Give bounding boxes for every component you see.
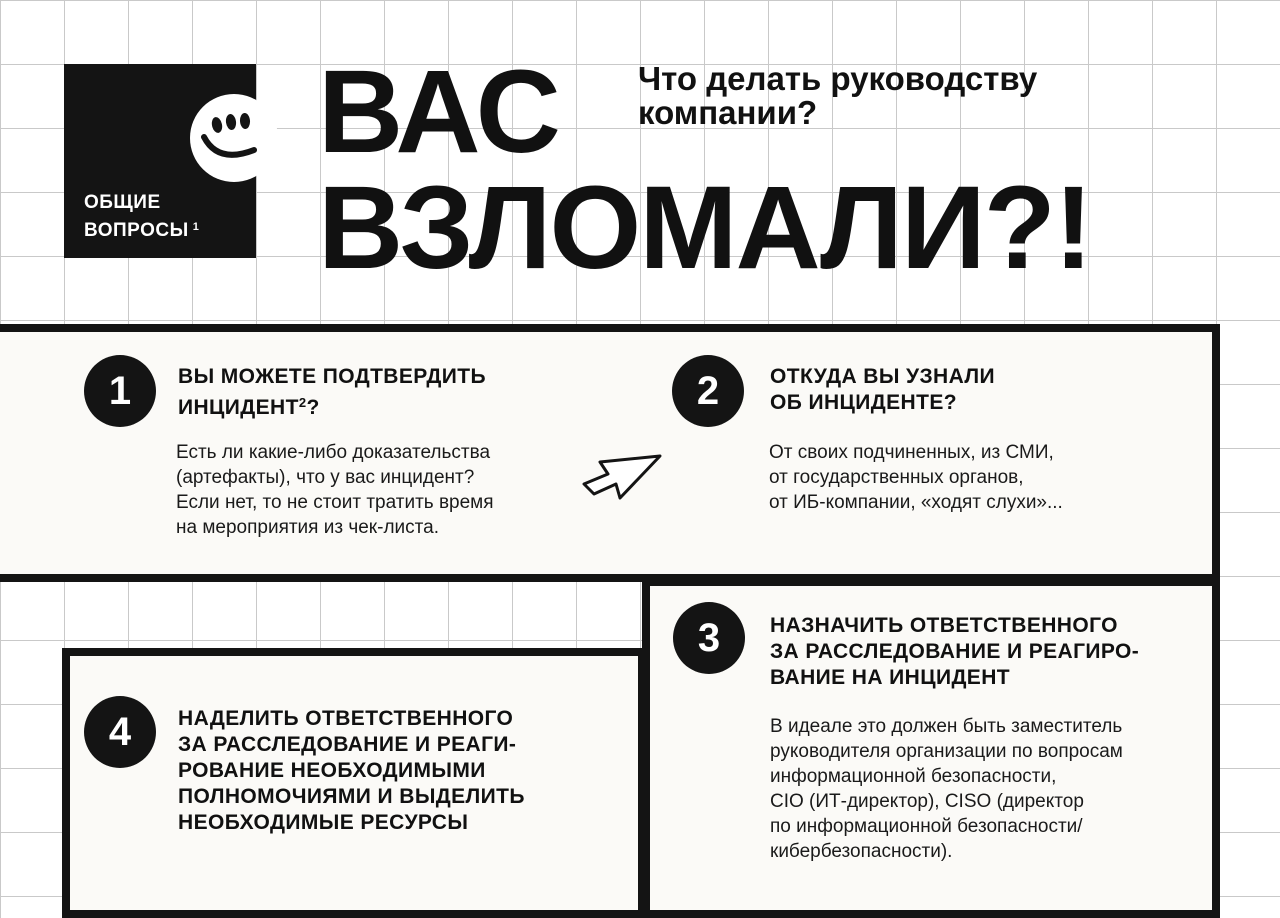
page-subtitle-line2: компании? bbox=[638, 94, 818, 131]
step-4-heading-line: НЕОБХОДИМЫЕ РЕСУРСЫ bbox=[178, 811, 469, 834]
step-3-body bbox=[770, 714, 1123, 864]
step-1-body-line: (артефакты), что у вас инцидент? bbox=[176, 467, 475, 488]
footnote-marker: 1 bbox=[192, 221, 200, 233]
section-label-line2: ВОПРОСЫ bbox=[84, 220, 189, 241]
page-title-line1: ВАС bbox=[318, 46, 559, 178]
step-number-1: 1 bbox=[84, 355, 156, 427]
step-2-body bbox=[769, 440, 1063, 515]
step-4-heading-line: ПОЛНОМОЧИЯМИ И ВЫДЕЛИТЬ bbox=[178, 785, 525, 808]
page-subtitle-line1: Что делать руководству bbox=[638, 60, 1038, 97]
step-1-heading-suffix: ? bbox=[306, 396, 320, 419]
step-2-heading bbox=[770, 364, 995, 416]
step-3-body-line: руководителя организации по вопросам bbox=[770, 741, 1123, 762]
step-1-body bbox=[176, 440, 494, 540]
step-3-heading-line: НАЗНАЧИТЬ ОТВЕТСТВЕННОГО bbox=[770, 614, 1118, 637]
step-2-heading-line: ОБ ИНЦИДЕНТЕ? bbox=[770, 391, 957, 414]
step-3-heading-line: ЗА РАССЛЕДОВАНИЕ И РЕАГИРО- bbox=[770, 640, 1140, 663]
step-3-body-line: информационной безопасности, bbox=[770, 766, 1057, 787]
step-2-heading-line: ОТКУДА ВЫ УЗНАЛИ bbox=[770, 365, 996, 388]
step-number-3: 3 bbox=[673, 602, 745, 674]
section-label bbox=[84, 190, 199, 243]
step-4-heading-line: НАДЕЛИТЬ ОТВЕТСТВЕННОГО bbox=[178, 707, 514, 730]
step-1-heading-line: ВЫ МОЖЕТЕ ПОДТВЕРДИТЬ bbox=[178, 365, 486, 388]
step-1-body-line: Есть ли какие-либо доказательства bbox=[176, 442, 491, 463]
step-4-heading bbox=[178, 706, 525, 836]
page-title-line2: ВЗЛОМАЛИ?! bbox=[318, 162, 1092, 294]
step-3-body-line: кибербезопасности). bbox=[770, 841, 953, 862]
step-3-body-line: по информационной безопасности/ bbox=[770, 816, 1083, 837]
step-2-body-line: От своих подчиненных, из СМИ, bbox=[769, 442, 1054, 463]
step-3-body-line: CIO (ИТ-директор), CISO (директор bbox=[770, 791, 1084, 812]
cursor-arrow-icon bbox=[580, 452, 664, 502]
step-3-heading-line: ВАНИЕ НА ИНЦИДЕНТ bbox=[770, 666, 1011, 689]
footnote-marker: 2 bbox=[298, 395, 307, 410]
step-3-heading bbox=[770, 613, 1139, 691]
step-1-heading bbox=[178, 364, 486, 421]
step-1-body-line: на мероприятия из чек-листа. bbox=[176, 517, 439, 538]
page-subtitle bbox=[638, 62, 1158, 130]
step-2-body-line: от ИБ-компании, «ходят слухи»... bbox=[769, 492, 1063, 513]
step-number-2: 2 bbox=[672, 355, 744, 427]
section-label-line1: ОБЩИЕ bbox=[84, 192, 161, 213]
step-2-body-line: от государственных органов, bbox=[769, 467, 1024, 488]
step-3-body-line: В идеале это должен быть заместитель bbox=[770, 716, 1123, 737]
smiley-face-icon bbox=[188, 92, 280, 184]
step-1-heading-line: ИНЦИДЕНТ bbox=[178, 396, 299, 419]
step-4-heading-line: РОВАНИЕ НЕОБХОДИМЫМИ bbox=[178, 759, 486, 782]
step-4-heading-line: ЗА РАССЛЕДОВАНИЕ И РЕАГИ- bbox=[178, 733, 517, 756]
step-number-4: 4 bbox=[84, 696, 156, 768]
step-1-body-line: Если нет, то не стоит тратить время bbox=[176, 492, 494, 513]
